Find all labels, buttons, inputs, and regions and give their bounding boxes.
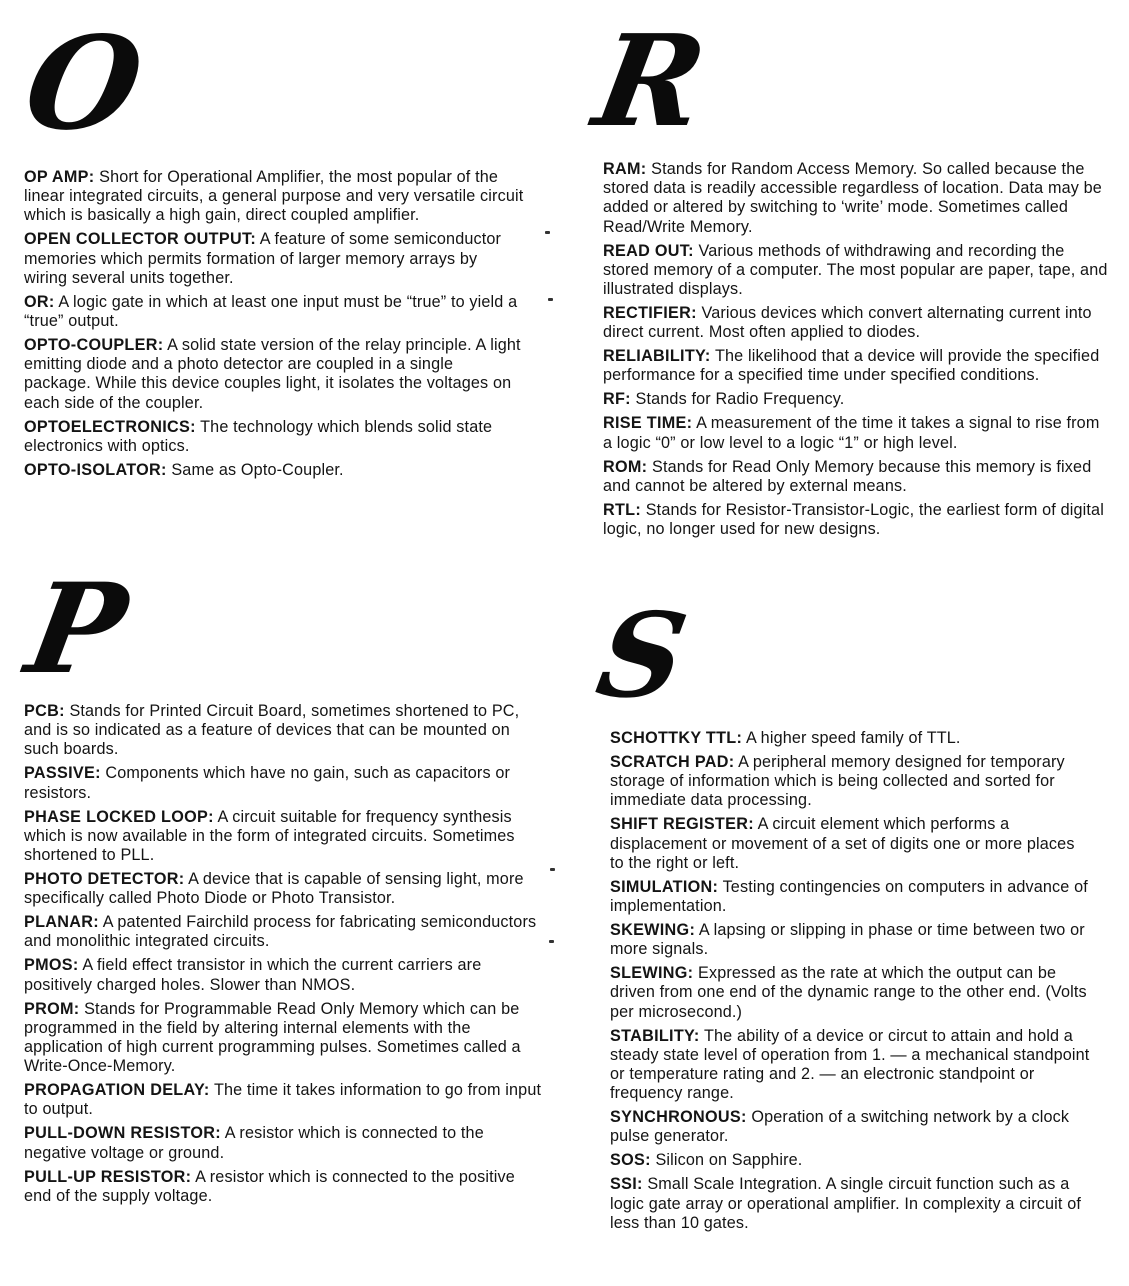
- section-letter-o: O: [14, 9, 151, 159]
- entry-definition: Stands for Programmable Read Only Memory which can be programmed in the field by altering internal elements with the application of high current programming pulses. Sometimes called a Write-Once-Memory.: [24, 999, 521, 1076]
- entry-term: READ OUT:: [603, 241, 694, 260]
- section-letter-p: P: [17, 557, 135, 702]
- glossary-entry: [603, 501, 1113, 539]
- entry-definition: A device that is capable of sensing light, more specifically called Photo Diode or Photo Transistor.: [24, 870, 524, 908]
- entry-term: PMOS:: [24, 956, 79, 975]
- entry-definition: Various devices which convert alternating current into direct current. Most often applied to diodes.: [603, 304, 1092, 342]
- entry-definition: A measurement of the time it takes a signal to rise from a logic “0” or low level to a logic “1” or high level.: [603, 414, 1100, 452]
- entry-definition: Same as Opto-Coupler.: [171, 460, 344, 479]
- entry-term: SOS:: [610, 1151, 651, 1170]
- entry-term: OPTO-COUPLER:: [24, 336, 164, 355]
- glossary-entry: [24, 1000, 544, 1077]
- glossary-entry: [603, 160, 1113, 237]
- entry-term: SCRATCH PAD:: [610, 753, 735, 771]
- glossary-entry: [24, 1124, 544, 1162]
- entry-definition: Small Scale Integration. A single circuit function such as a logic gate array or operational amplifier. In complexity a circuit of less than 10 gates.: [610, 1175, 1082, 1232]
- entry-definition: A solid state version of the relay principle. A light emitting diode and a photo detector are coupled in a single package. While this device couples light, it isolates the voltages on each side of the coupler.: [24, 336, 521, 412]
- glossary-entry: [610, 921, 1090, 959]
- entry-term: PULL-DOWN RESISTOR:: [24, 1124, 221, 1143]
- entry-term: SLEWING:: [610, 964, 694, 983]
- scan-mark: [545, 231, 550, 234]
- entry-definition: A circuit element which performs a displacement or movement of a set of digits one or more places to the right or left.: [610, 815, 1075, 872]
- entries-r: [603, 160, 1113, 544]
- entry-definition: A field effect transistor in which the current carriers are positively charged holes. Slower than NMOS.: [24, 956, 482, 994]
- glossary-entry: [610, 1108, 1090, 1146]
- entry-definition: The time it takes information to go from input to output.: [24, 1081, 542, 1119]
- entry-definition: A circuit suitable for frequency synthesis which is now available in the form of integrated circuits. Sometimes shortened to PLL.: [24, 807, 515, 865]
- entry-definition: Stands for Radio Frequency.: [635, 390, 845, 409]
- entry-definition: A resistor which is connected to the positive end of the supply voltage.: [24, 1167, 515, 1205]
- entry-definition: A peripheral memory designed for temporary storage of information which is being collected and sorted for immediate data processing.: [610, 753, 1065, 810]
- glossary-entry: [610, 1027, 1090, 1104]
- glossary-entry: [24, 702, 544, 760]
- entry-definition: Expressed as the rate at which the output can be driven from one end of the dynamic range to the other end. (Volts per microsecond.): [610, 964, 1087, 1021]
- glossary-entry: [610, 815, 1090, 873]
- entry-term: OR:: [24, 292, 55, 311]
- glossary-entry: [24, 1168, 544, 1206]
- glossary-entry: [24, 956, 544, 994]
- glossary-entry: [610, 1175, 1090, 1233]
- entry-term: PROPAGATION DELAY:: [24, 1081, 210, 1100]
- glossary-entry: [24, 1081, 544, 1119]
- entry-term: RECTIFIER:: [603, 304, 697, 323]
- entry-term: PHOTO DETECTOR:: [24, 870, 185, 889]
- entry-term: OPTO-ISOLATOR:: [24, 460, 167, 479]
- entry-definition: A higher speed family of TTL.: [745, 729, 961, 747]
- scan-mark: [549, 940, 554, 943]
- glossary-entry: [610, 753, 1090, 811]
- entry-term: SIMULATION:: [610, 877, 719, 896]
- glossary-entry: [24, 913, 544, 951]
- glossary-entry: [610, 1151, 1090, 1170]
- glossary-entry: [610, 964, 1090, 1022]
- entry-term: OPTOELECTRONICS:: [24, 417, 196, 436]
- entry-definition: Components which have no gain, such as capacitors or resistors.: [24, 764, 511, 802]
- entry-definition: Stands for Random Access Memory. So called because the stored data is readily accessible regardless of location. Data may be added or altered by switching to ‘write’ mode. Sometimes called Read/Write Memory.: [603, 160, 1102, 236]
- glossary-entry: [24, 870, 544, 908]
- entry-term: PROM:: [24, 999, 80, 1018]
- entry-term: SSI:: [610, 1175, 643, 1194]
- entry-definition: A feature of some semiconductor memories which permits formation of larger memory arrays by wiring several units together.: [24, 230, 502, 287]
- entry-term: SCHOTTKY TTL:: [610, 729, 743, 747]
- entry-term: SHIFT REGISTER:: [610, 815, 754, 834]
- entry-definition: A resistor which is connected to the negative voltage or ground.: [24, 1124, 484, 1162]
- glossary-entry: [610, 729, 1090, 748]
- entry-definition: The likelihood that a device will provide the specified performance for a specified time under specified conditions.: [603, 347, 1100, 385]
- glossary-entry: [603, 347, 1113, 385]
- entry-definition: The ability of a device or circut to attain and hold a steady state level of operation from 1. — a mechanical standpoint or temperature rating and 2. — an electronic standpoint or frequency range.: [610, 1026, 1090, 1103]
- entry-definition: A logic gate in which at least one input must be “true” to yield a “true” output.: [24, 292, 518, 331]
- entries-s: [610, 729, 1090, 1238]
- entry-term: PASSIVE:: [24, 764, 101, 783]
- scan-mark: [550, 868, 555, 871]
- entry-definition: Testing contingencies on computers in advance of implementation.: [610, 877, 1088, 916]
- glossary-entry: [24, 808, 544, 866]
- glossary-entry: [603, 414, 1113, 452]
- entry-term: OP AMP:: [24, 168, 95, 186]
- entry-term: RAM:: [603, 160, 647, 178]
- entry-definition: Silicon on Sapphire.: [655, 1151, 803, 1170]
- entries-p: [24, 702, 544, 1211]
- entry-term: ROM:: [603, 457, 648, 476]
- entry-term: RTL:: [603, 500, 642, 519]
- entry-definition: Stands for Read Only Memory because this memory is fixed and cannot be altered by external means.: [603, 457, 1092, 495]
- entry-term: RELIABILITY:: [603, 347, 711, 366]
- entry-definition: The technology which blends solid state electronics with optics.: [24, 417, 493, 455]
- section-letter-r: R: [584, 7, 714, 155]
- entry-definition: Short for Operational Amplifier, the most popular of the linear integrated circuits, a general purpose and very versatile circuit which is basically a high gain, direct coupled amplifier.: [24, 168, 524, 225]
- scan-mark: [548, 298, 553, 301]
- entry-term: PHASE LOCKED LOOP:: [24, 807, 214, 826]
- entry-term: RISE TIME:: [603, 414, 693, 433]
- glossary-entry: [24, 230, 524, 288]
- entry-definition: Operation of a switching network by a clock pulse generator.: [610, 1108, 1070, 1146]
- section-letter-s: S: [588, 588, 694, 724]
- glossary-entry: [24, 418, 524, 456]
- glossary-entry: [603, 390, 1113, 409]
- entry-definition: Various methods of withdrawing and recording the stored memory of a computer. The most popular are paper, tape, and illustrated displays.: [603, 241, 1108, 299]
- entry-term: OPEN COLLECTOR OUTPUT:: [24, 230, 257, 249]
- glossary-entry: [603, 242, 1113, 300]
- glossary-entry: [603, 304, 1113, 342]
- entries-o: [24, 168, 524, 485]
- entry-term: PLANAR:: [24, 913, 99, 932]
- entry-definition: Stands for Printed Circuit Board, sometimes shortened to PC, and is so indicated as a feature of devices that can be mounted on such boards.: [24, 702, 520, 759]
- entry-term: PCB:: [24, 702, 65, 720]
- glossary-entry: [610, 878, 1090, 916]
- glossary-entry: [24, 764, 544, 802]
- glossary-entry: [24, 336, 524, 413]
- glossary-entry: [24, 168, 524, 226]
- glossary-entry: [24, 293, 524, 331]
- glossary-entry: [24, 461, 524, 480]
- entry-term: SYNCHRONOUS:: [610, 1108, 747, 1127]
- glossary-entry: [603, 458, 1113, 496]
- entry-definition: A patented Fairchild process for fabricating semiconductors and monolithic integrated circuits.: [24, 913, 537, 951]
- entry-term: STABILITY:: [610, 1026, 700, 1045]
- entry-term: SKEWING:: [610, 921, 696, 940]
- entry-definition: Stands for Resistor-Transistor-Logic, the earliest form of digital logic, no longer used for new designs.: [603, 500, 1104, 539]
- entry-term: RF:: [603, 390, 631, 409]
- entry-definition: A lapsing or slipping in phase or time between two or more signals.: [610, 921, 1085, 959]
- entry-term: PULL-UP RESISTOR:: [24, 1167, 192, 1186]
